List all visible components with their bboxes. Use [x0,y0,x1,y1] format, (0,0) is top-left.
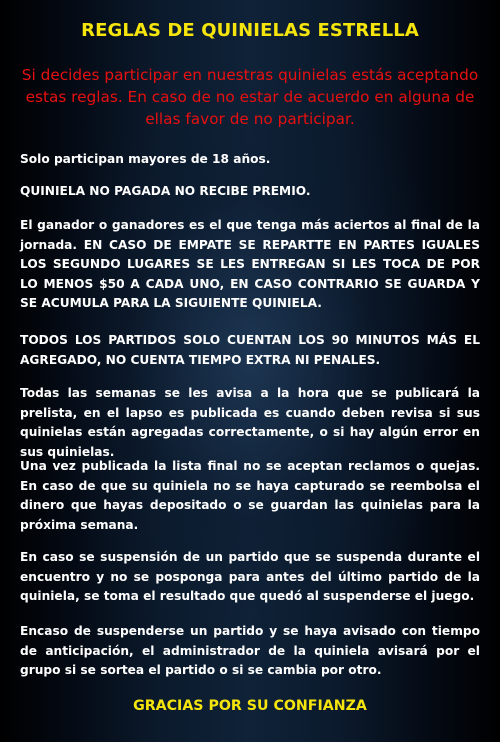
rule-winner: El ganador o ganadores es el que tenga más aciertos al final de la jornada. EN CASO DE EMPATE SE REPARTTE EN PARTES IGUALES LOS SEGUNDO LUGARES SE LES ENTREGAN SI LES TOCA DE POR LO MENOS $50 A CADA UNO, EN CASO CONTRARIO SE GUARDA Y SE ACUMULA PARA LA SIGUIENTE QUINIELA. [20,218,480,311]
participation-warning: Si decides participar en nuestras quinielas estás aceptando estas reglas. En caso de no estar de acuerdo en alguna de ellas favor de no participar. [21,66,479,128]
rule-suspension-notice: Encaso de suspenderse un partido y se haya avisado con tiempo de anticipación, el administrador de la quiniela avisará por el grupo si se sortea el partido o si se cambia por otro. [20,624,480,678]
rule-final-list: Una vez publicada la lista final no se aceptan reclamos o quejas. En caso de que su quiniela no se haya capturado se reembolsa el dinero que hayas depositado o se guardan las quinielas para la próxima semana. [20,459,480,532]
rule-age: Solo participan mayores de 18 años. [20,152,271,166]
poster-title: REGLAS DE QUINIELAS ESTRELLA [81,20,419,41]
rule-match-time: TODOS LOS PARTIDOS SOLO CUENTAN LOS 90 MINUTOS MÁS EL AGREGADO, NO CUENTA TIEMPO EXTRA NI PENALES. [20,333,480,367]
rule-prelist: Todas las semanas se les avisa a la hora que se publicará la prelista, en el lapso es publicada es cuando deben revisa si sus quinielas están agregadas correctamente, o si hay algún error en sus quinielas. [20,386,480,459]
closing-thanks: GRACIAS POR SU CONFIANZA [133,698,367,714]
rule-suspension-during: En caso se suspensión de un partido que se suspenda durante el encuentro y no se posponga para antes del último partido de la quiniela, se toma el resultado que quedó al suspenderse el juego. [20,550,480,604]
rule-unpaid: QUINIELA NO PAGADA NO RECIBE PREMIO. [20,184,311,198]
